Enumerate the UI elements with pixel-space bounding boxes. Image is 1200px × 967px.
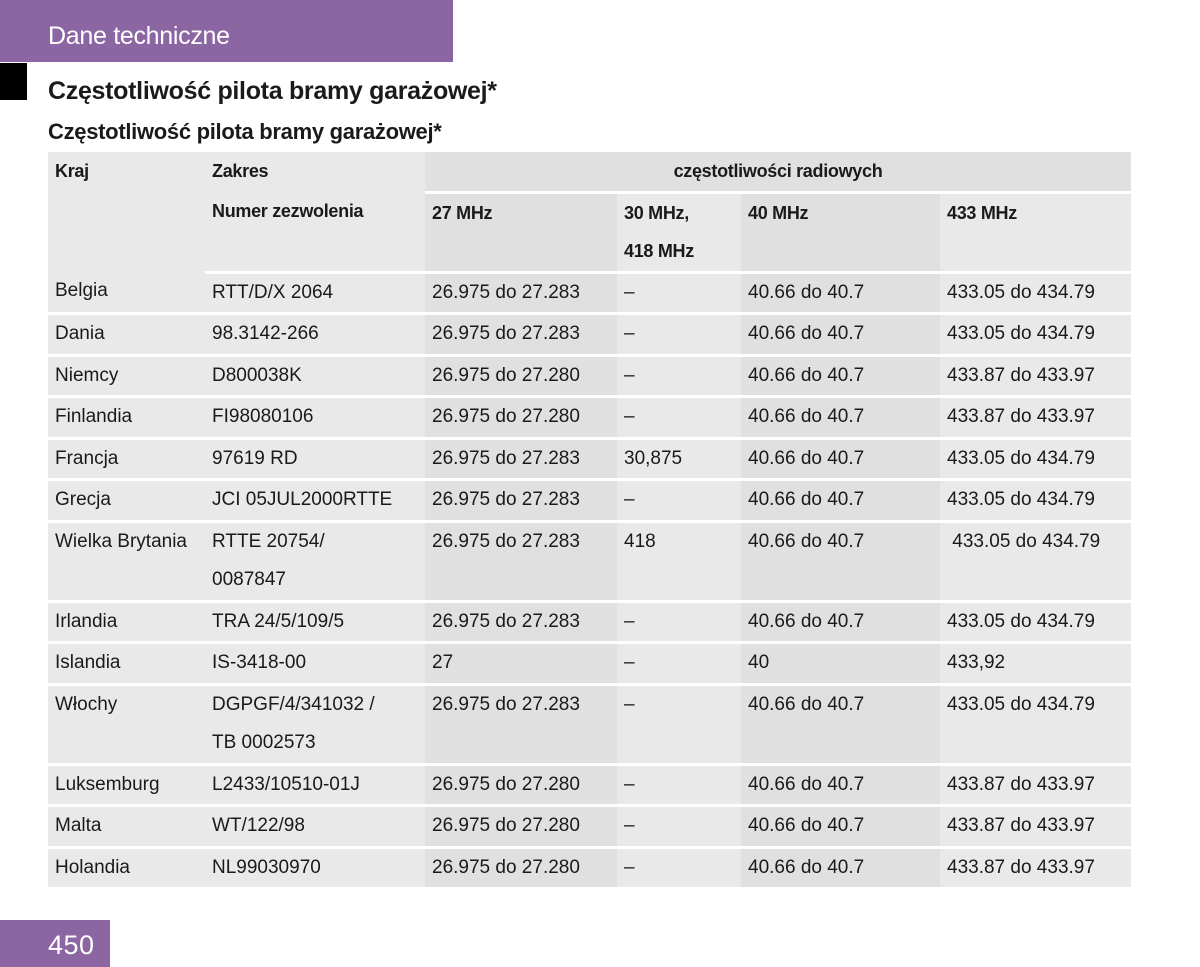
cell-freq-433mhz: 433.05 do 434.79 xyxy=(940,272,1131,314)
header-frequency-group: częstotliwości radiowych xyxy=(425,152,1131,192)
table-row xyxy=(48,684,1131,764)
cell-freq-30mhz: – xyxy=(617,806,741,848)
table-row xyxy=(48,314,1131,356)
cell-freq-27mhz: 26.975 do 27.283 xyxy=(425,314,617,356)
cell-approval-number: RTTE 20754/ 0087847 xyxy=(205,521,425,601)
cell-approval-number: RTT/D/X 2064 xyxy=(205,272,425,314)
cell-freq-30mhz: 418 xyxy=(617,521,741,601)
cell-freq-433mhz: 433.87 do 433.97 xyxy=(940,355,1131,397)
cell-freq-30mhz: – xyxy=(617,601,741,643)
section-title: Dane techniczne xyxy=(48,21,230,50)
header-approval: Numer zezwolenia xyxy=(205,192,425,272)
cell-freq-40mhz: 40 xyxy=(741,643,940,685)
frequency-table xyxy=(48,152,1131,878)
cell-country: Grecja xyxy=(48,480,205,522)
cell-approval-number: DGPGF/4/341032 / TB 0002573 xyxy=(205,684,425,764)
cell-freq-27mhz: 26.975 do 27.280 xyxy=(425,847,617,887)
cell-country: Islandia xyxy=(48,643,205,685)
cell-country: Francja xyxy=(48,438,205,480)
cell-freq-40mhz: 40.66 do 40.7 xyxy=(741,601,940,643)
table-row xyxy=(48,601,1131,643)
table-row xyxy=(48,806,1131,848)
cell-freq-433mhz: 433.87 do 433.97 xyxy=(940,806,1131,848)
cell-freq-433mhz: 433.05 do 434.79 xyxy=(940,521,1131,601)
cell-freq-27mhz: 26.975 do 27.280 xyxy=(425,764,617,806)
cell-freq-40mhz: 40.66 do 40.7 xyxy=(741,806,940,848)
cell-approval-number: 98.3142-266 xyxy=(205,314,425,356)
cell-approval-number: FI98080106 xyxy=(205,397,425,439)
table-body xyxy=(48,272,1131,887)
cell-freq-40mhz: 40.66 do 40.7 xyxy=(741,397,940,439)
cell-freq-30mhz: 30,875 xyxy=(617,438,741,480)
cell-country: Malta xyxy=(48,806,205,848)
cell-freq-40mhz: 40.66 do 40.7 xyxy=(741,764,940,806)
cell-freq-27mhz: 27 xyxy=(425,643,617,685)
table-row xyxy=(48,643,1131,685)
cell-country: Finlandia xyxy=(48,397,205,439)
cell-freq-433mhz: 433.05 do 434.79 xyxy=(940,480,1131,522)
cell-freq-27mhz: 26.975 do 27.283 xyxy=(425,438,617,480)
cell-freq-40mhz: 40.66 do 40.7 xyxy=(741,480,940,522)
table-row xyxy=(48,847,1131,887)
cell-approval-number: WT/122/98 xyxy=(205,806,425,848)
header-40mhz: 40 MHz xyxy=(741,192,940,272)
header-27mhz: 27 MHz xyxy=(425,192,617,272)
cell-freq-27mhz: 26.975 do 27.283 xyxy=(425,521,617,601)
cell-freq-40mhz: 40.66 do 40.7 xyxy=(741,272,940,314)
cell-country: Niemcy xyxy=(48,355,205,397)
cell-freq-40mhz: 40.66 do 40.7 xyxy=(741,521,940,601)
cell-freq-27mhz: 26.975 do 27.283 xyxy=(425,601,617,643)
cell-freq-40mhz: 40.66 do 40.7 xyxy=(741,314,940,356)
cell-country: Luksemburg xyxy=(48,764,205,806)
cell-approval-number: D800038K xyxy=(205,355,425,397)
cell-country: Irlandia xyxy=(48,601,205,643)
cell-freq-433mhz: 433.05 do 434.79 xyxy=(940,314,1131,356)
header-30mhz: 30 MHz, 418 MHz xyxy=(617,192,741,272)
cell-country: Belgia xyxy=(48,272,205,314)
cell-freq-27mhz: 26.975 do 27.283 xyxy=(425,272,617,314)
cell-country: Włochy xyxy=(48,684,205,764)
section-tab xyxy=(0,0,453,62)
cell-freq-40mhz: 40.66 do 40.7 xyxy=(741,355,940,397)
header-range: Zakres xyxy=(212,161,269,181)
cell-freq-30mhz: – xyxy=(617,684,741,764)
table-row xyxy=(48,764,1131,806)
cell-freq-433mhz: 433.05 do 434.79 xyxy=(940,438,1131,480)
cell-freq-27mhz: 26.975 do 27.283 xyxy=(425,480,617,522)
cell-freq-30mhz: – xyxy=(617,355,741,397)
cell-freq-30mhz: – xyxy=(617,480,741,522)
cell-country: Holandia xyxy=(48,847,205,887)
cell-freq-27mhz: 26.975 do 27.280 xyxy=(425,355,617,397)
cell-freq-27mhz: 26.975 do 27.280 xyxy=(425,397,617,439)
page-title: Częstotliwość pilota bramy garażowej* xyxy=(48,77,497,105)
cell-freq-40mhz: 40.66 do 40.7 xyxy=(741,438,940,480)
cell-approval-number: 97619 RD xyxy=(205,438,425,480)
cell-freq-30mhz: – xyxy=(617,272,741,314)
cell-freq-40mhz: 40.66 do 40.7 xyxy=(741,847,940,887)
cell-country: Wielka Brytania xyxy=(48,521,205,601)
cell-approval-number: L2433/10510-01J xyxy=(205,764,425,806)
table-row xyxy=(48,397,1131,439)
table-row xyxy=(48,355,1131,397)
table-row xyxy=(48,272,1131,314)
cell-freq-30mhz: – xyxy=(617,847,741,887)
cell-freq-433mhz: 433.87 do 433.97 xyxy=(940,847,1131,887)
cell-approval-number: NL99030970 xyxy=(205,847,425,887)
cell-freq-433mhz: 433,92 xyxy=(940,643,1131,685)
cell-freq-30mhz: – xyxy=(617,764,741,806)
table-row xyxy=(48,480,1131,522)
table-row xyxy=(48,438,1131,480)
page-number: 450 xyxy=(0,920,110,967)
cell-approval-number: JCI 05JUL2000RTTE xyxy=(205,480,425,522)
header-433mhz: 433 MHz xyxy=(940,192,1131,272)
header-country: Kraj xyxy=(55,161,89,181)
cell-freq-433mhz: 433.87 do 433.97 xyxy=(940,764,1131,806)
cell-freq-30mhz: – xyxy=(617,397,741,439)
cell-approval-number: IS-3418-00 xyxy=(205,643,425,685)
section-marker xyxy=(0,63,27,100)
cell-freq-27mhz: 26.975 do 27.283 xyxy=(425,684,617,764)
cell-freq-27mhz: 26.975 do 27.280 xyxy=(425,806,617,848)
cell-approval-number: TRA 24/5/109/5 xyxy=(205,601,425,643)
cell-freq-433mhz: 433.05 do 434.79 xyxy=(940,601,1131,643)
cell-freq-30mhz: – xyxy=(617,643,741,685)
cell-country: Dania xyxy=(48,314,205,356)
table-title: Częstotliwość pilota bramy garażowej* xyxy=(48,119,442,144)
table-row xyxy=(48,521,1131,601)
cell-freq-433mhz: 433.87 do 433.97 xyxy=(940,397,1131,439)
cell-freq-40mhz: 40.66 do 40.7 xyxy=(741,684,940,764)
cell-freq-433mhz: 433.05 do 434.79 xyxy=(940,684,1131,764)
cell-freq-30mhz: – xyxy=(617,314,741,356)
